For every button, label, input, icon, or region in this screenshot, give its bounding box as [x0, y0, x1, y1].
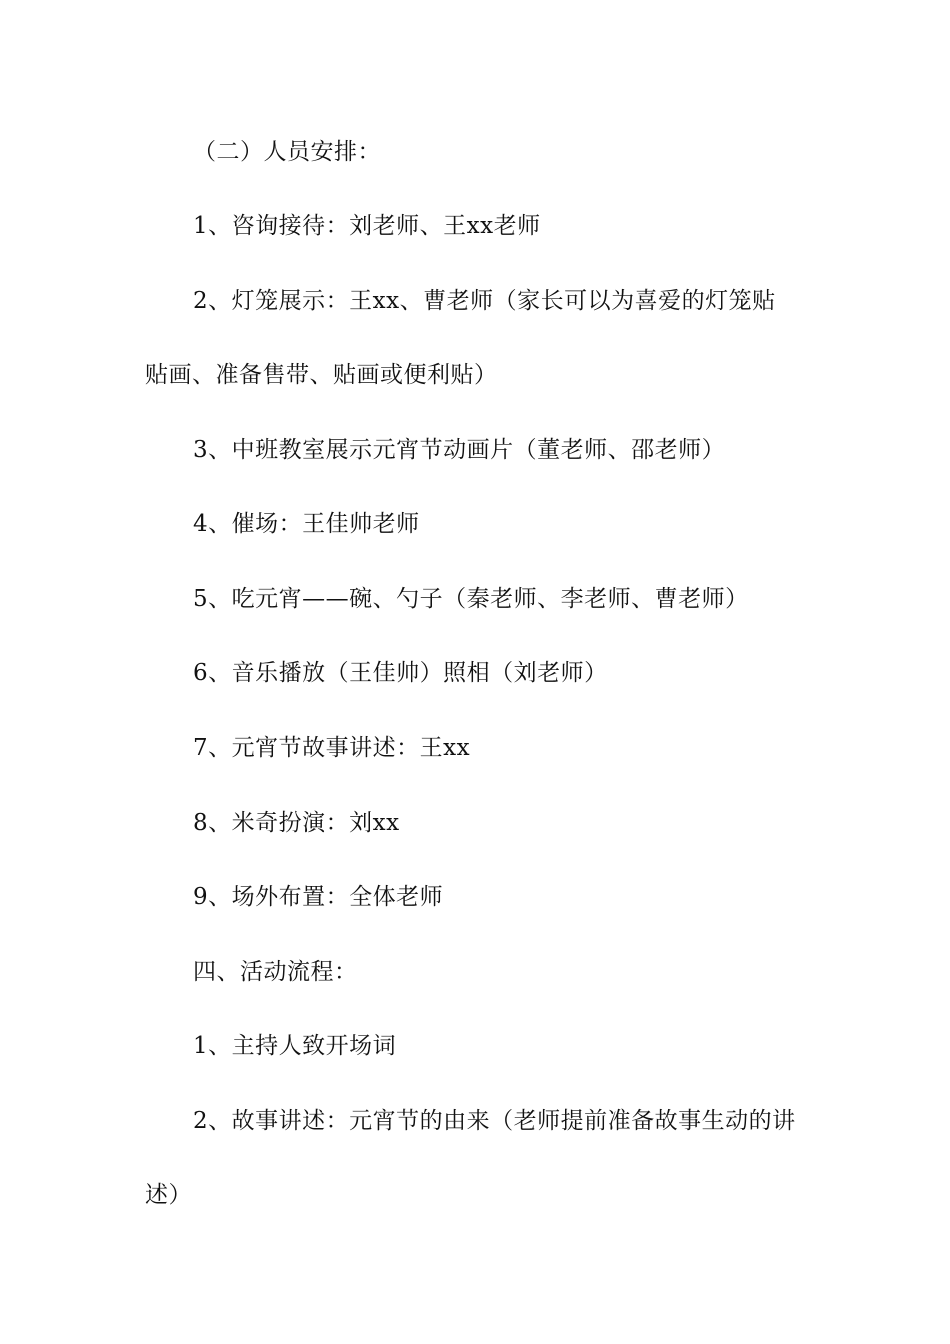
paragraph-line: 9、场外布置：全体老师 — [193, 884, 444, 910]
section-heading-staff: （二）人员安排： — [193, 139, 381, 165]
paragraph-line: 7、元宵节故事讲述：王xx — [193, 735, 471, 761]
paragraph-line: 贴画、准备售带、贴画或便利贴） — [145, 362, 498, 388]
section-heading-process: 四、活动流程： — [193, 959, 358, 985]
paragraph-line: 1、咨询接待：刘老师、王xx老师 — [193, 213, 541, 239]
paragraph-line: 述） — [145, 1182, 192, 1208]
paragraph-line: 2、灯笼展示：王xx、曹老师（家长可以为喜爱的灯笼贴 — [193, 288, 776, 314]
paragraph-line: 3、中班教室展示元宵节动画片（董老师、邵老师） — [193, 437, 726, 463]
paragraph-line: 2、故事讲述：元宵节的由来（老师提前准备故事生动的讲 — [193, 1108, 796, 1134]
paragraph-line: 4、催场：王佳帅老师 — [193, 511, 420, 537]
paragraph-line: 5、吃元宵——碗、勺子（秦老师、李老师、曹老师） — [193, 586, 749, 612]
paragraph-line: 8、米奇扮演：刘xx — [193, 810, 400, 836]
paragraph-line: 1、主持人致开场词 — [193, 1033, 397, 1059]
paragraph-line: 6、音乐播放（王佳帅）照相（刘老师） — [193, 660, 608, 686]
